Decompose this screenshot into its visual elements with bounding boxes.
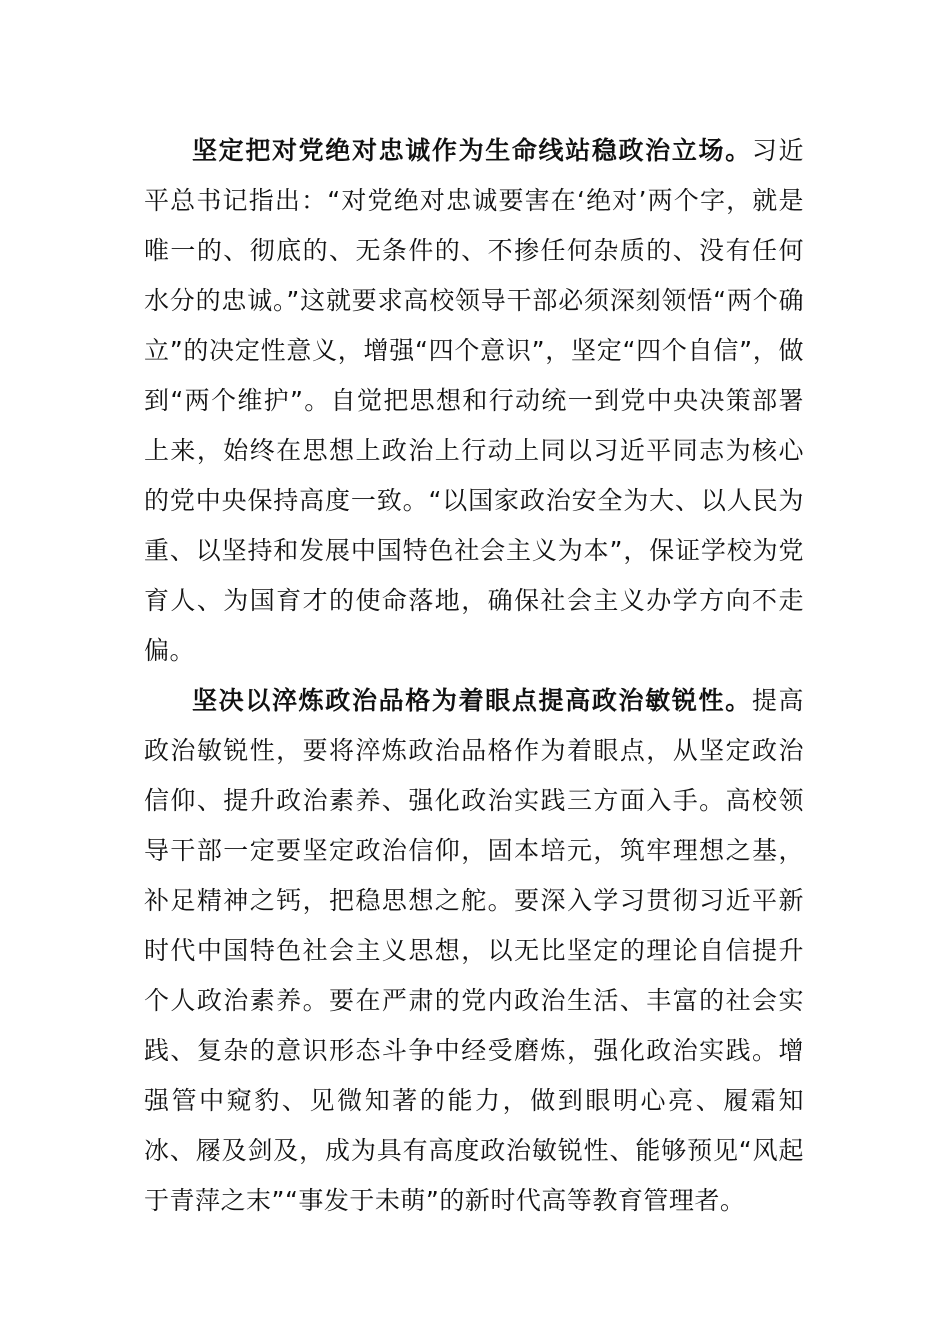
paragraph-political-loyalty <box>144 126 804 676</box>
paragraph-political-sensitivity <box>144 676 804 1226</box>
paragraph-text: 习近平总书记指出：“对党绝对忠诚要害在‘绝对’两个字，就是唯一的、彻底的、无条件的、不掺任何杂质的、没有任何水分的忠诚。”这就要求高校领导干部必须深刻领悟“两个确立”的决定性意义，增强“四个意识”，坚定“四个自信”，做到“两个维护”。自觉把思想和行动统一到党中央决策部署上来，始终在思想上政治上行动上同以习近平同志为核心的党中央保持高度一致。“以国家政治安全为大、以人民为重、以坚持和发展中国特色社会主义为本”，保证学校为党育人、为国育才的使命落地，确保社会主义办学方向不走偏。 <box>144 136 804 665</box>
paragraph-heading: 坚定把对党绝对忠诚作为生命线站稳政治立场。 <box>192 136 752 165</box>
document-body <box>144 126 804 1226</box>
paragraph-heading: 坚决以淬炼政治品格为着眼点提高政治敏锐性。 <box>192 686 752 715</box>
paragraph-text: 提高政治敏锐性，要将淬炼政治品格作为着眼点，从坚定政治信仰、提升政治素养、强化政治实践三方面入手。高校领导干部一定要坚定政治信仰，固本培元，筑牢理想之基，补足精神之钙，把稳思想之舵。要深入学习贯彻习近平新时代中国特色社会主义思想，以无比坚定的理论自信提升个人政治素养。要在严肃的党内政治生活、丰富的社会实践、复杂的意识形态斗争中经受磨炼，强化政治实践。增强管中窥豹、见微知著的能力，做到眼明心亮、履霜知冰、屦及剑及，成为具有高度政治敏锐性、能够预见“风起于青萍之末”“事发于未萌”的新时代高等教育管理者。 <box>144 686 804 1215</box>
